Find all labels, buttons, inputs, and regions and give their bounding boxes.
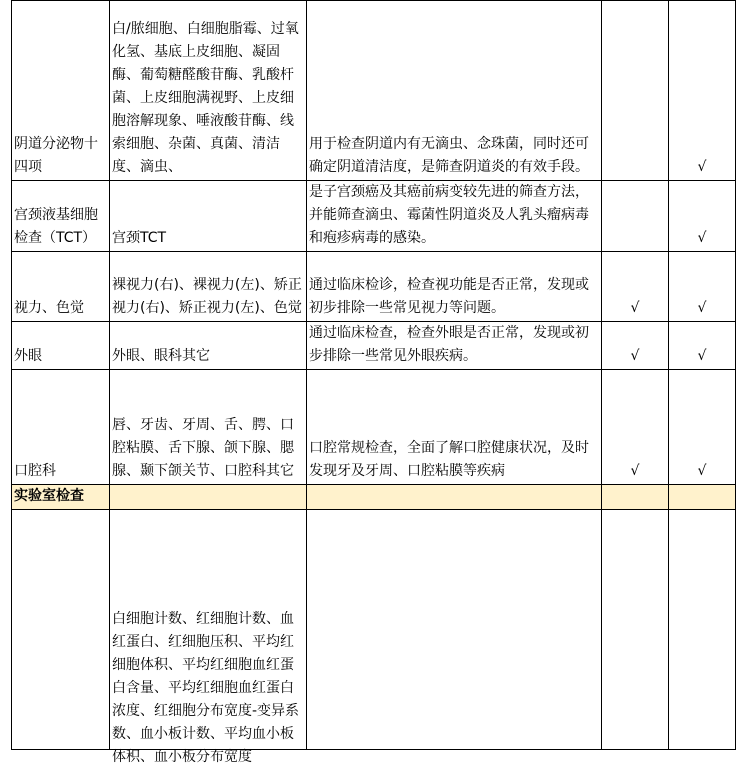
- item-cell: 阴道分泌物十四项: [12, 1, 110, 181]
- content-text: 白细胞计数、红细胞计数、血红蛋白、红细胞压积、平均红细胞体积、平均红细胞血红蛋白含量、平均红细胞血红蛋白浓度、红细胞分布宽度-变异系数、血小板计数、平均血小板体积、血小板分布宽度: [112, 611, 300, 765]
- check-cell: √: [602, 370, 669, 485]
- item-cell: [12, 510, 110, 750]
- check-cell: [602, 181, 669, 252]
- exam-table: [11, 0, 736, 765]
- description-cell: 通过临床检查，检查外眼是否正常，发现或初步排除一些常见外眼疾病。: [307, 322, 602, 370]
- content-cell: 唇、牙齿、牙周、舌、腭、口腔粘膜、舌下腺、颌下腺、腮腺、颞下颌关节、口腔科其它: [110, 370, 307, 485]
- table-row: [12, 181, 736, 252]
- item-cell: 视力、色觉: [12, 252, 110, 322]
- section-cell: [307, 485, 602, 510]
- table-row: [12, 252, 736, 322]
- check-cell: √: [669, 1, 736, 181]
- section-row: [12, 485, 736, 510]
- section-cell: [110, 485, 307, 510]
- content-cell: 白/脓细胞、白细胞脂霉、过氧化氢、基底上皮细胞、凝固酶、葡萄糖醛酸苷酶、乳酸杆菌、上皮细胞满视野、上皮细胞溶解现象、唾液酸苷酶、线索细胞、杂菌、真菌、清洁度、滴虫、: [110, 1, 307, 181]
- check-cell: √: [669, 370, 736, 485]
- item-cell: 口腔科: [12, 370, 110, 485]
- item-cell: 外眼: [12, 322, 110, 370]
- section-title: 实验室检查: [12, 485, 110, 510]
- check-cell: √: [669, 322, 736, 370]
- table-row: [12, 510, 736, 750]
- section-cell: [669, 485, 736, 510]
- description-cell: 用于检查阴道内有无滴虫、念珠菌，同时还可确定阴道清洁度，是筛查阴道炎的有效手段。: [307, 1, 602, 181]
- section-cell: [602, 485, 669, 510]
- content-cell: [110, 510, 307, 765]
- check-cell: [602, 510, 669, 750]
- check-cell: √: [669, 252, 736, 322]
- content-cell: 宫颈TCT: [110, 181, 307, 252]
- check-cell: [602, 1, 669, 181]
- description-cell: 是子宫颈癌及其癌前病变较先进的筛查方法，并能筛查滴虫、霉菌性阴道炎及人乳头瘤病毒和疱疹病毒的感染。: [307, 181, 602, 252]
- description-cell: 通过临床检诊，检查视功能是否正常，发现或初步排除一些常见视力等问题。: [307, 252, 602, 322]
- description-cell: 口腔常规检查，全面了解口腔健康状况，及时发现牙及牙周、口腔粘膜等疾病: [307, 370, 602, 485]
- check-cell: √: [602, 322, 669, 370]
- table-row: [12, 322, 736, 370]
- table-row: [12, 370, 736, 485]
- check-cell: [669, 510, 736, 750]
- table-row: [12, 1, 736, 181]
- content-cell: 裸视力(右)、裸视力(左)、矫正视力(右)、矫正视力(左)、色觉: [110, 252, 307, 322]
- description-cell: [307, 510, 602, 750]
- check-cell: √: [602, 252, 669, 322]
- item-cell: 宫颈液基细胞检查（TCT）: [12, 181, 110, 252]
- check-cell: √: [669, 181, 736, 252]
- content-cell: 外眼、眼科其它: [110, 322, 307, 370]
